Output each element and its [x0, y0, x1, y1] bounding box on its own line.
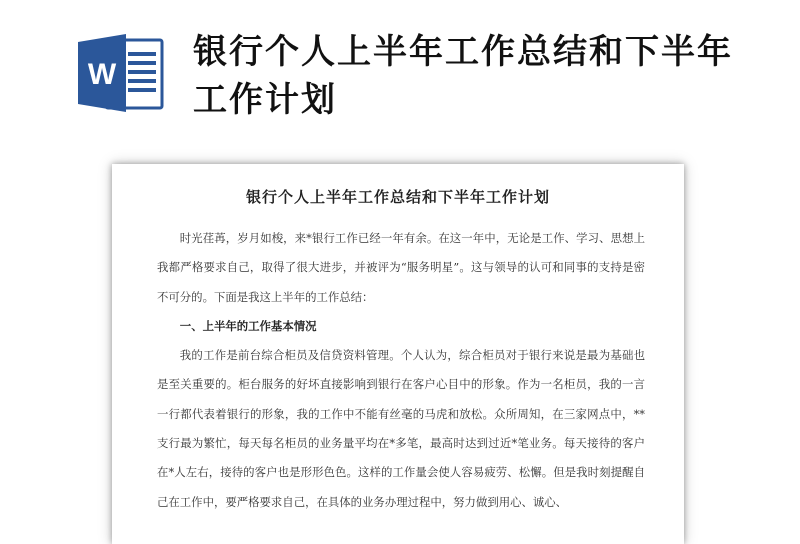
paragraph-intro: 时光荏苒，岁月如梭，来*银行工作已经一年有余。在这一年中，无论是工作、学习、思想上我都严格要求自己，取得了很大进步，并被评为“服务明星”。这与领导的认可和同事的支持是密不可分的。下面是我这上半年的工作总结： [157, 231, 645, 304]
word-icon [76, 32, 166, 114]
word-icon-letter: W [87, 58, 117, 91]
header [0, 0, 800, 150]
document-title: 银行个人上半年工作总结和下半年工作计划 [245, 188, 550, 206]
document-page [112, 164, 684, 544]
section-heading: 一、上半年的工作基本情况 [179, 318, 317, 333]
page-title: 银行个人上半年工作总结和下半年工作计划 [193, 32, 733, 120]
paragraph-work: 我的工作是前台综合柜员及信贷资料管理。个人认为，综合柜员对于银行来说是最为基础也是至关重要的。柜台服务的好坏直接影响到银行在客户心目中的形象。作为一名柜员，我的一言一行都代表着银行的形象，我的工作中不能有丝毫的马虎和放松。众所周知，在三家网点中，**支行最为繁忙，每天每名柜员的业务量平均在*多笔，最高时达到过近*笔业务。每天接待的客户在*人左右，接待的客户也是形形色色。这样的工作量会使人容易疲劳、松懈。但是我时刻提醒自己在工作中，要严格要求自己，在具体的业务办理过程中，努力做到用心、诚心、 [157, 348, 645, 509]
document-body [157, 224, 645, 517]
